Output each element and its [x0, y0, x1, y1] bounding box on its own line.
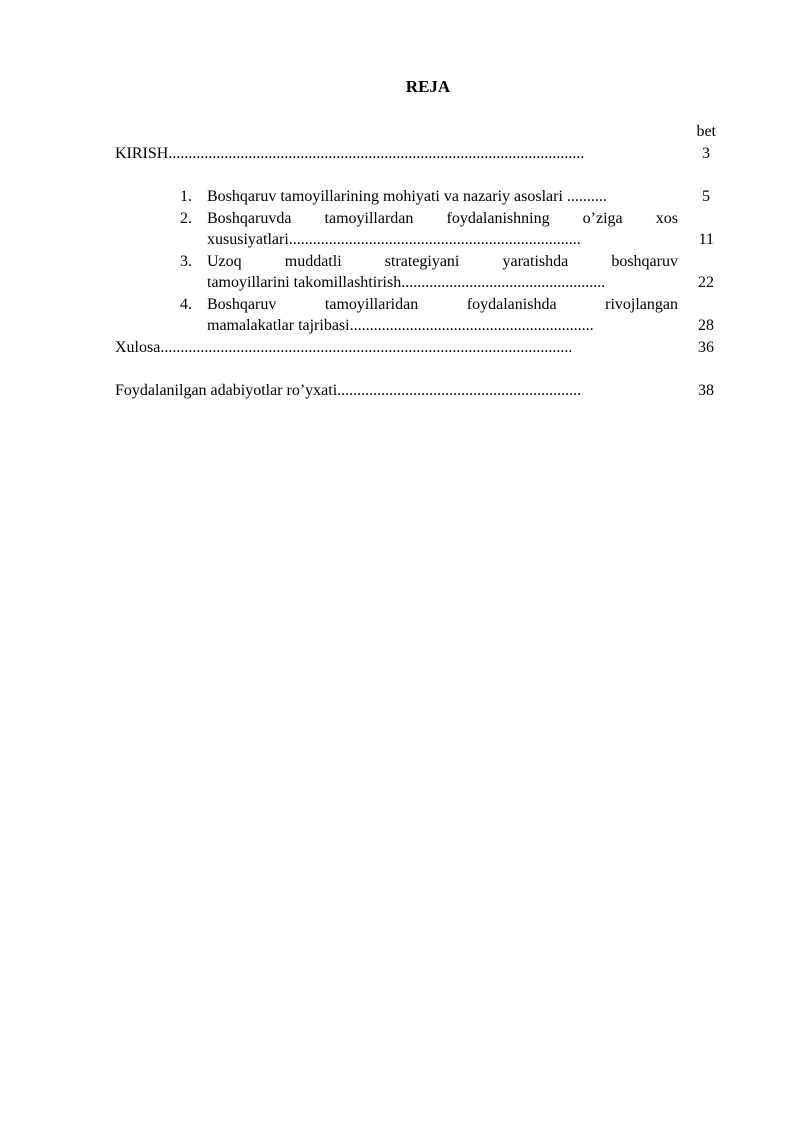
page-column-label: bet — [696, 123, 716, 140]
toc-item-4-line2: mamalakatlar tajribasi............................................................. — [207, 317, 594, 334]
toc-leader-dots: ............................................................. — [337, 382, 582, 399]
toc-page-number: 3 — [702, 145, 710, 162]
toc-entry-text: KIRISH — [115, 145, 169, 162]
toc-item-3-line2: tamoyillarini takomillashtirish................................................... — [207, 274, 606, 291]
toc-item-3-line1: Uzoq muddatli strategiyani yaratishda boshqaruv — [207, 253, 678, 270]
toc-entry-text: Xulosa — [115, 339, 161, 356]
toc-entry-kirish — [115, 144, 584, 164]
toc-entry-references — [115, 381, 581, 401]
toc-item-number: 2. — [180, 210, 192, 227]
toc-item-number: 4. — [180, 296, 192, 313]
toc-item-2-line1: Boshqaruvda tamoyillardan foydalanishning o’ziga xos — [207, 210, 678, 227]
toc-leader-dots: ........................................................................................................ — [168, 145, 585, 162]
toc-item-number: 3. — [180, 253, 192, 270]
toc-page-number: 22 — [698, 274, 714, 291]
toc-page-number: 11 — [698, 231, 714, 248]
toc-page-number: 28 — [698, 317, 714, 334]
toc-item-number: 1. — [180, 188, 192, 205]
toc-item-2-line2: xususiyatlari......................................................................... — [207, 231, 581, 248]
toc-entry-text: Foydalanilgan adabiyotlar ro’yxati — [115, 382, 338, 399]
toc-item-1: Boshqaruv tamoyillarining mohiyati va nazariy asoslari .......... — [207, 188, 607, 205]
toc-item-4-line1: Boshqaruv tamoyillaridan foydalanishda rivojlangan — [207, 296, 678, 313]
page-title: REJA — [405, 77, 451, 96]
toc-page-number: 5 — [702, 188, 710, 205]
toc-entry-xulosa — [115, 338, 572, 358]
toc-leader-dots: ....................................................................................................... — [160, 339, 573, 356]
toc-page-number: 36 — [698, 339, 714, 356]
toc-page-number: 38 — [698, 382, 714, 399]
